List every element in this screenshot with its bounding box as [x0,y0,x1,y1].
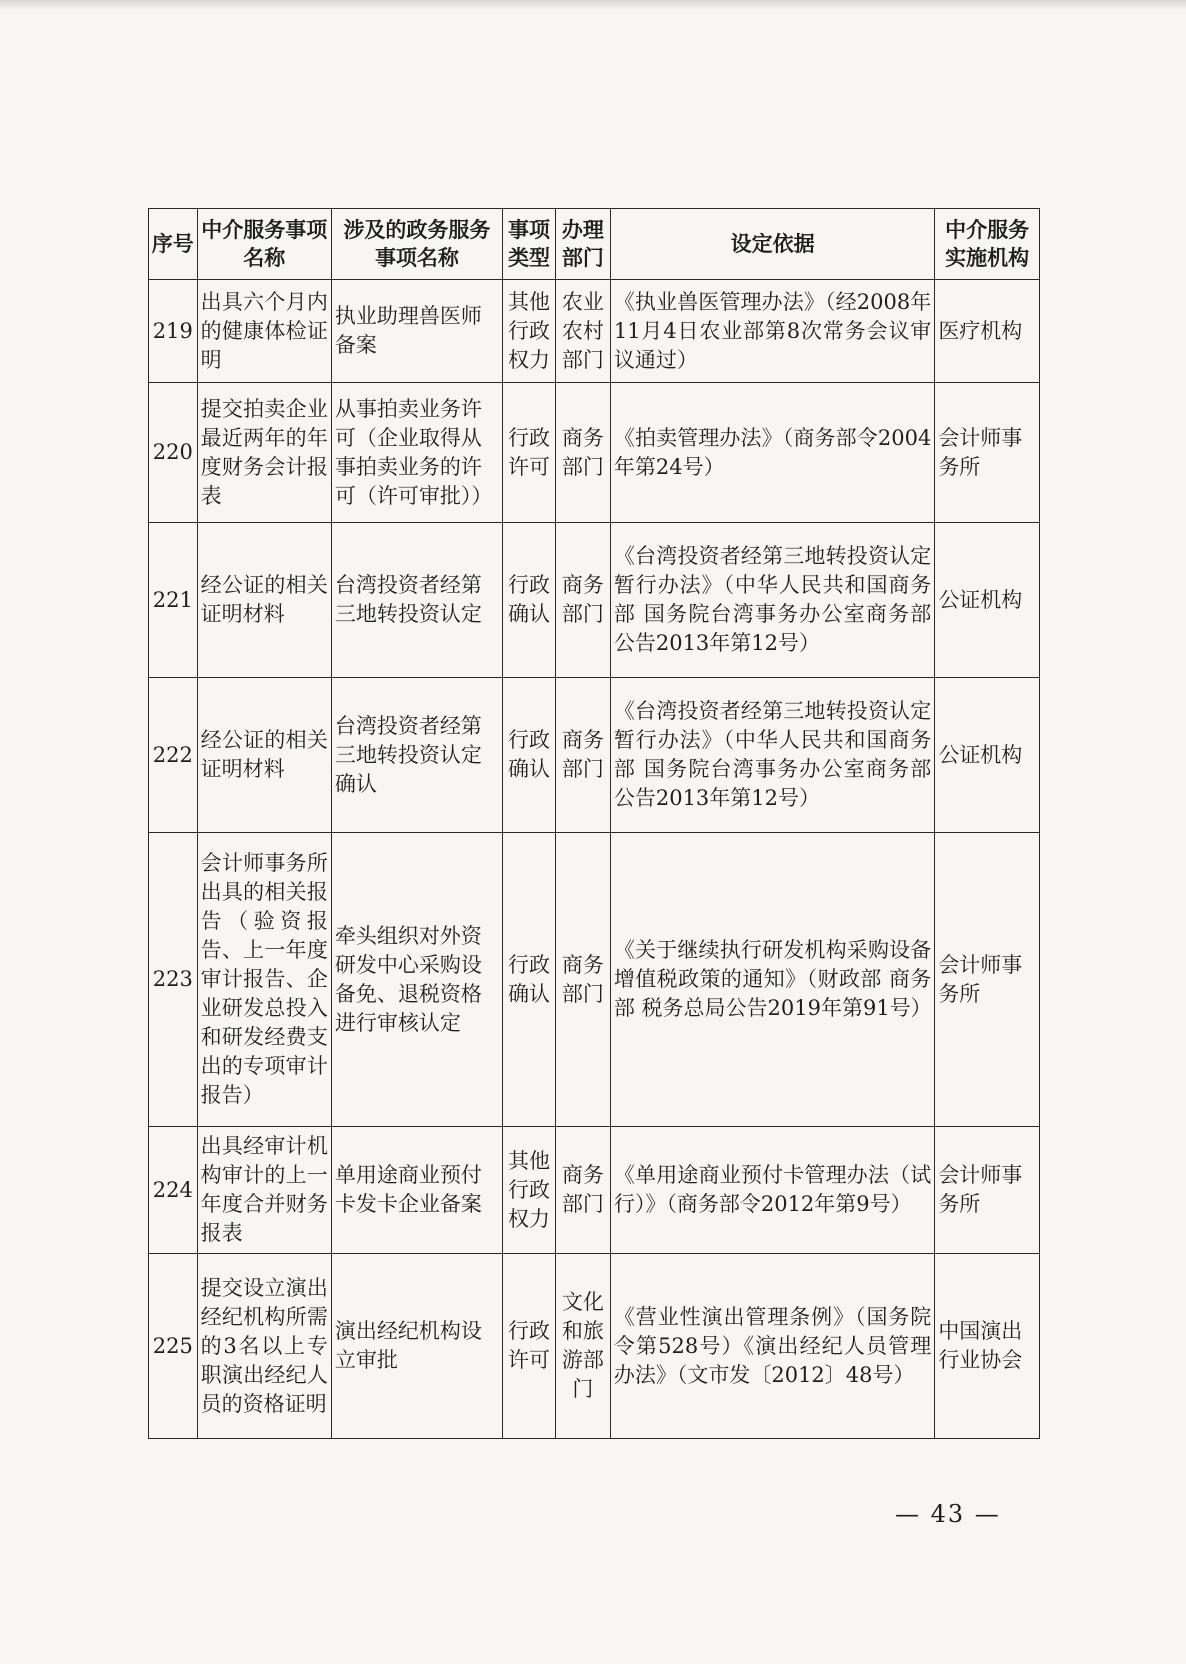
page-number: — 43 — [895,1500,1001,1528]
cell-name: 出具经审计机构审计的上一年度合并财务报表 [197,1127,331,1254]
header-org: 中介服务实施机构 [935,209,1040,280]
table-header-row [149,209,1040,280]
cell-dept: 商务部门 [555,678,610,833]
intermediary-services-table [148,208,1040,1439]
header-no: 序号 [149,209,198,280]
cell-type: 其他行政权力 [503,280,556,383]
cell-name: 提交设立演出经纪机构所需的3名以上专职演出经纪人员的资格证明 [197,1254,331,1439]
table-row [149,523,1040,678]
cell-name: 经公证的相关证明材料 [197,678,331,833]
cell-name: 提交拍卖企业最近两年的年度财务会计报表 [197,383,331,523]
cell-org: 会计师事务所 [935,383,1040,523]
cell-no: 219 [149,280,198,383]
cell-basis: 《营业性演出管理条例》（国务院令第528号）《演出经纪人员管理办法》（文市发〔2012〕48号） [610,1254,934,1439]
cell-no: 225 [149,1254,198,1439]
cell-type: 行政许可 [503,383,556,523]
cell-org: 公证机构 [935,523,1040,678]
cell-org: 中国演出行业协会 [935,1254,1040,1439]
cell-dept: 商务部门 [555,383,610,523]
table-row [149,1127,1040,1254]
cell-type: 行政许可 [503,1254,556,1439]
cell-basis: 《关于继续执行研发机构采购设备增值税政策的通知》（财政部 商务部 税务总局公告2019年第91号） [610,833,934,1127]
cell-service: 从事拍卖业务许可（企业取得从事拍卖业务的许可（许可审批）） [331,383,502,523]
cell-basis: 《单用途商业预付卡管理办法（试行）》（商务部令2012年第9号） [610,1127,934,1254]
cell-dept: 商务部门 [555,1127,610,1254]
cell-basis: 《拍卖管理办法》（商务部令2004年第24号） [610,383,934,523]
table-row [149,833,1040,1127]
scan-edge [0,0,1186,10]
cell-type: 其他行政权力 [503,1127,556,1254]
cell-dept: 商务部门 [555,523,610,678]
cell-service: 单用途商业预付卡发卡企业备案 [331,1127,502,1254]
header-dept: 办理部门 [555,209,610,280]
cell-basis: 《台湾投资者经第三地转投资认定暂行办法》（中华人民共和国商务部 国务院台湾事务办公室商务部公告2013年第12号） [610,678,934,833]
cell-org: 医疗机构 [935,280,1040,383]
cell-no: 221 [149,523,198,678]
table-row [149,678,1040,833]
cell-name: 会计师事务所出具的相关报告（验资报告、上一年度审计报告、企业研发总投入和研发经费支出的专项审计报告） [197,833,331,1127]
cell-type: 行政确认 [503,678,556,833]
cell-dept: 商务部门 [555,833,610,1127]
cell-service: 演出经纪机构设立审批 [331,1254,502,1439]
cell-no: 222 [149,678,198,833]
cell-org: 会计师事务所 [935,1127,1040,1254]
cell-type: 行政确认 [503,523,556,678]
cell-no: 220 [149,383,198,523]
cell-type: 行政确认 [503,833,556,1127]
cell-no: 224 [149,1127,198,1254]
cell-org: 公证机构 [935,678,1040,833]
table-row [149,383,1040,523]
cell-service: 台湾投资者经第三地转投资认定确认 [331,678,502,833]
header-service: 涉及的政务服务事项名称 [331,209,502,280]
header-basis: 设定依据 [610,209,934,280]
cell-org: 会计师事务所 [935,833,1040,1127]
table-row [149,280,1040,383]
header-name: 中介服务事项名称 [197,209,331,280]
cell-basis: 《台湾投资者经第三地转投资认定暂行办法》（中华人民共和国商务部 国务院台湾事务办公室商务部公告2013年第12号） [610,523,934,678]
cell-dept: 文化和旅游部门 [555,1254,610,1439]
header-type: 事项类型 [503,209,556,280]
cell-service: 牵头组织对外资研发中心采购设备免、退税资格进行审核认定 [331,833,502,1127]
cell-name: 经公证的相关证明材料 [197,523,331,678]
cell-service: 执业助理兽医师备案 [331,280,502,383]
table-row [149,1254,1040,1439]
cell-no: 223 [149,833,198,1127]
cell-service: 台湾投资者经第三地转投资认定 [331,523,502,678]
cell-dept: 农业农村部门 [555,280,610,383]
cell-name: 出具六个月内的健康体检证明 [197,280,331,383]
cell-basis: 《执业兽医管理办法》（经2008年11月4日农业部第8次常务会议审议通过） [610,280,934,383]
